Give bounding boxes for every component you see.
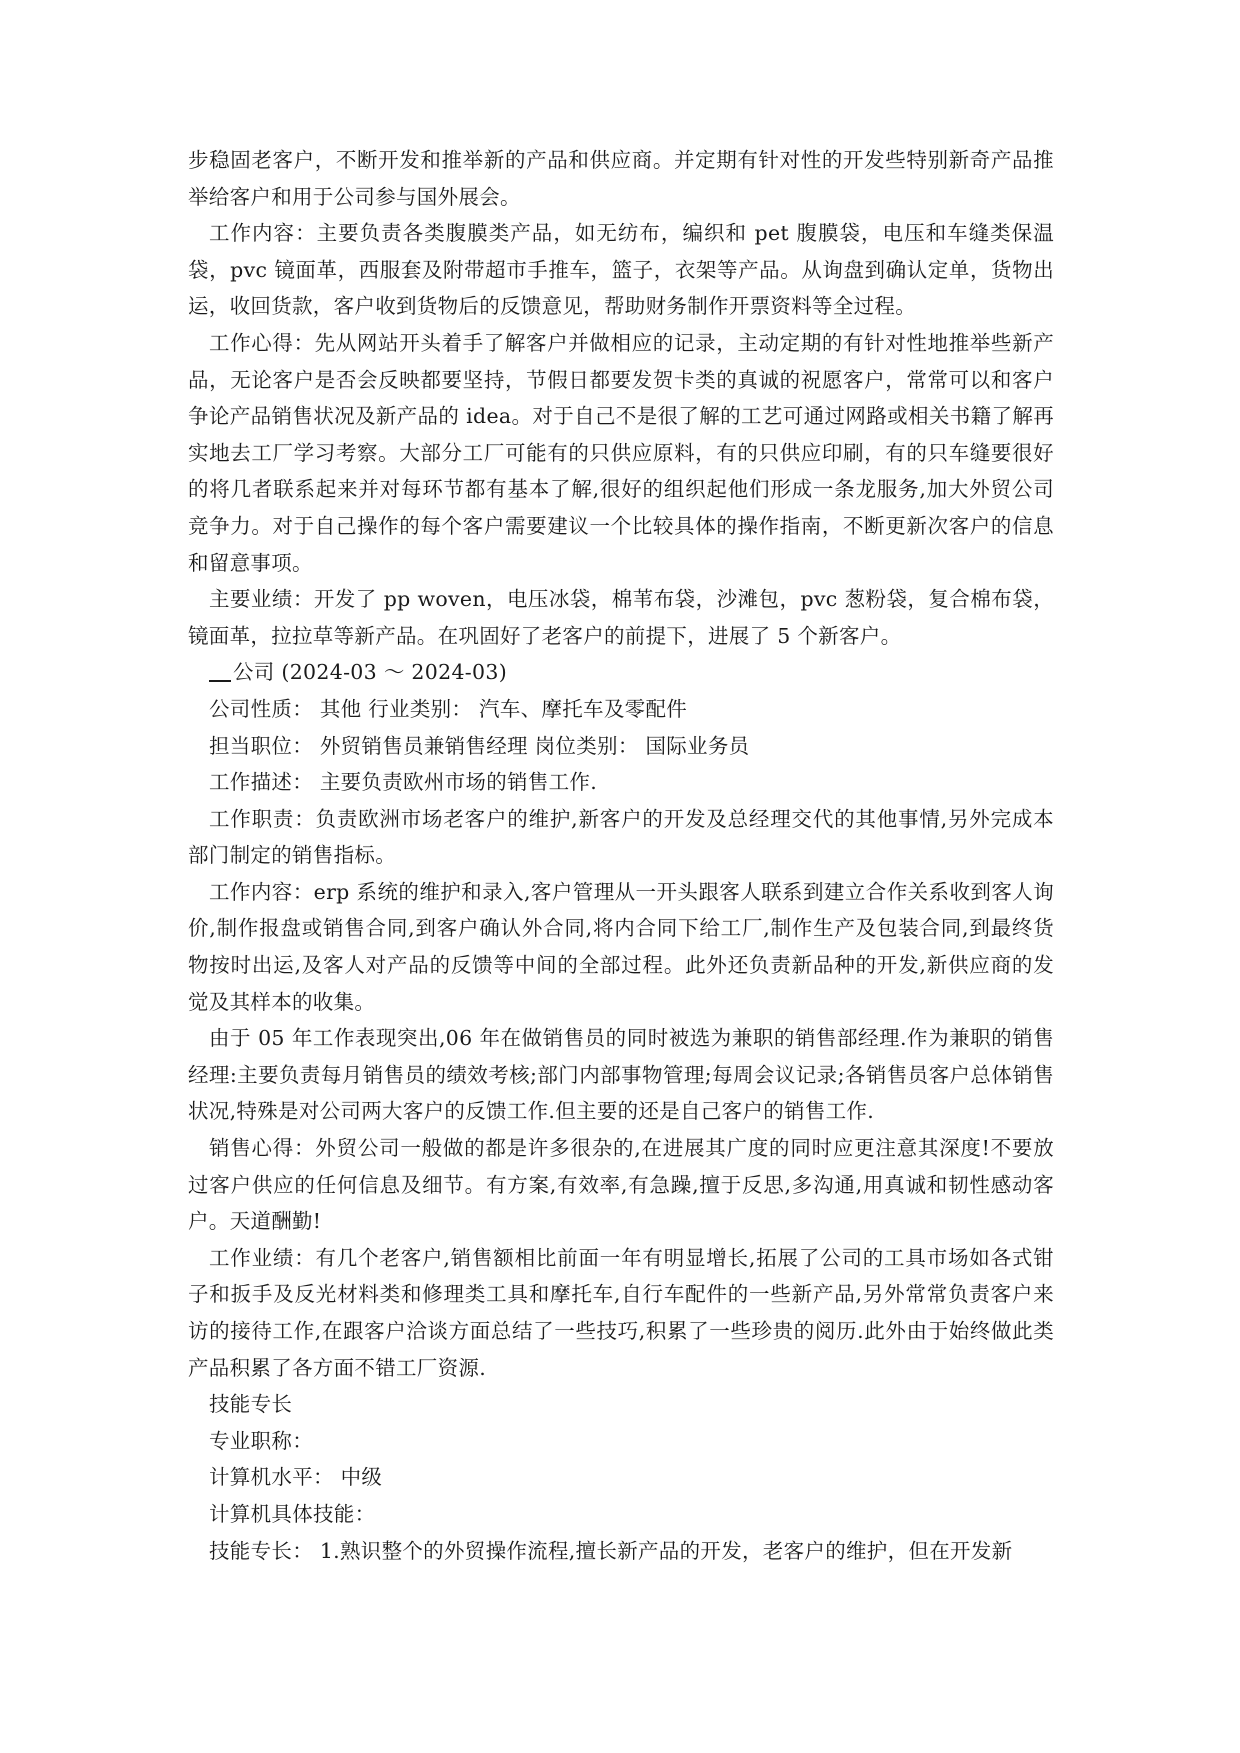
blank-underline [209,658,231,682]
paragraph-intro: 步稳固老客户，不断开发和推举新的产品和供应商。并定期有针对性的开发些特别新奇产品推举给客户和用于公司参与国外展会。 [188,148,1054,209]
paragraph-company-nature: 公司性质： 其他 行业类别： 汽车、摩托车及零配件 [209,696,688,721]
field-skill-specialty: 技能专长： 1.熟识整个的外贸操作流程,擅长新产品的开发，老客户的维护，但在开发新 [209,1538,1013,1563]
paragraph-job-content: 工作内容：erp 系统的维护和录入,客户管理从一开头跟客人联系到建立合作关系收到客人询价,制作报盘或销售合同,到客户确认外合同,将内合同下给工厂,制作生产及包装合同,到最终货物按时出运,及客人对产品的反馈等中间的全部过程。此外还负责新品种的开发,新供应商的发觉及其样本的收集。 [188,879,1054,1014]
paragraph-job-description: 工作描述： 主要负责欧州市场的销售工作. [209,770,598,795]
paragraph-job-duties: 工作职责：负责欧洲市场老客户的维护,新客户的开发及总经理交代的其他事情,另外完成本部门制定的销售指标。 [188,806,1054,868]
field-computer-level: 计算机水平： 中级 [209,1465,383,1490]
paragraph-sales-insights: 销售心得：外贸公司一般做的都是许多很杂的,在进展其广度的同时应更注意其深度!不要放过客户供应的任何信息及细节。有方案,有效率,有急躁,擅于反思,多沟通,用真诚和韧性感动客户。天道酬勤! [188,1136,1054,1234]
field-computer-skills: 计算机具体技能： [209,1501,376,1526]
paragraph-manager-role: 由于 05 年工作表现突出,06 年在做销售员的同时被选为兼职的销售部经理.作为兼职的销售经理:主要负责每月销售员的绩效考核;部门内部事物管理;每周会议记录;各销售员客户总体销售状况,特殊是对公司两大客户的反馈工作.但主要的还是自己客户的销售工作. [188,1026,1054,1124]
paragraph-main-achievements: 主要业绩：开发了 pp woven，电压冰袋，棉苇布袋，沙滩包，pvc 葱粉袋，复合棉布袋，镜面革，拉拉草等新产品。在巩固好了老客户的前提下，进展了 5 个新客户。 [188,587,1054,648]
paragraph-work-content: 工作内容：主要负责各类腹膜类产品，如无纺布，编织和 pet 腹膜袋，电压和车缝类保温袋，pvc 镜面革，西服套及附带超市手推车，篮子，衣架等产品。从询盘到确认定单，货物出运，收回货款，客户收到货物后的反馈意见，帮助财务制作开票资料等全过程。 [188,221,1054,319]
paragraph-work-experience: 工作心得：先从网站开头着手了解客户并做相应的记录，主动定期的有针对性地推举些新产品，无论客户是否会反映都要坚持，节假日都要发贺卡类的真诚的祝愿客户，常常可以和客户争论产品销售状况及新产品的 idea。对于自己不是很了解的工艺可通过网路或相关书籍了解再实地去工厂学习考察。大部分工厂可能有的只供应原料，有的只供应印刷，有的只车缝要很好的将几者联系起来并对每环节都有基本了解,很好的组织起他们形成一条龙服务,加大外贸公司竞争力。对于自己操作的每个客户需要建议一个比较具体的操作指南，不断更新次客户的信息和留意事项。 [188,330,1054,575]
paragraph-position: 担当职位： 外贸销售员兼销售经理 岗位类别： 国际业务员 [209,733,750,758]
company-period-text: 公司 (2024-03 ～ 2024-03) [233,660,508,685]
paragraph-work-performance: 工作业绩：有几个老客户,销售额相比前面一年有明显增长,拓展了公司的工具市场如各式钳子和扳手及反光材料类和修理类工具和摩托车,自行车配件的一些新产品,另外常常负责客户来访的接待工作,在跟客户洽谈方面总结了一些技巧,积累了一些珍贵的阅历.此外由于始终做此类产品积累了各方面不错工厂资源. [188,1245,1054,1380]
company-period-line [188,654,1054,691]
field-professional-title: 专业职称： [209,1428,313,1453]
document-page [188,142,1054,1569]
heading-skills: 技能专长 [209,1392,293,1417]
